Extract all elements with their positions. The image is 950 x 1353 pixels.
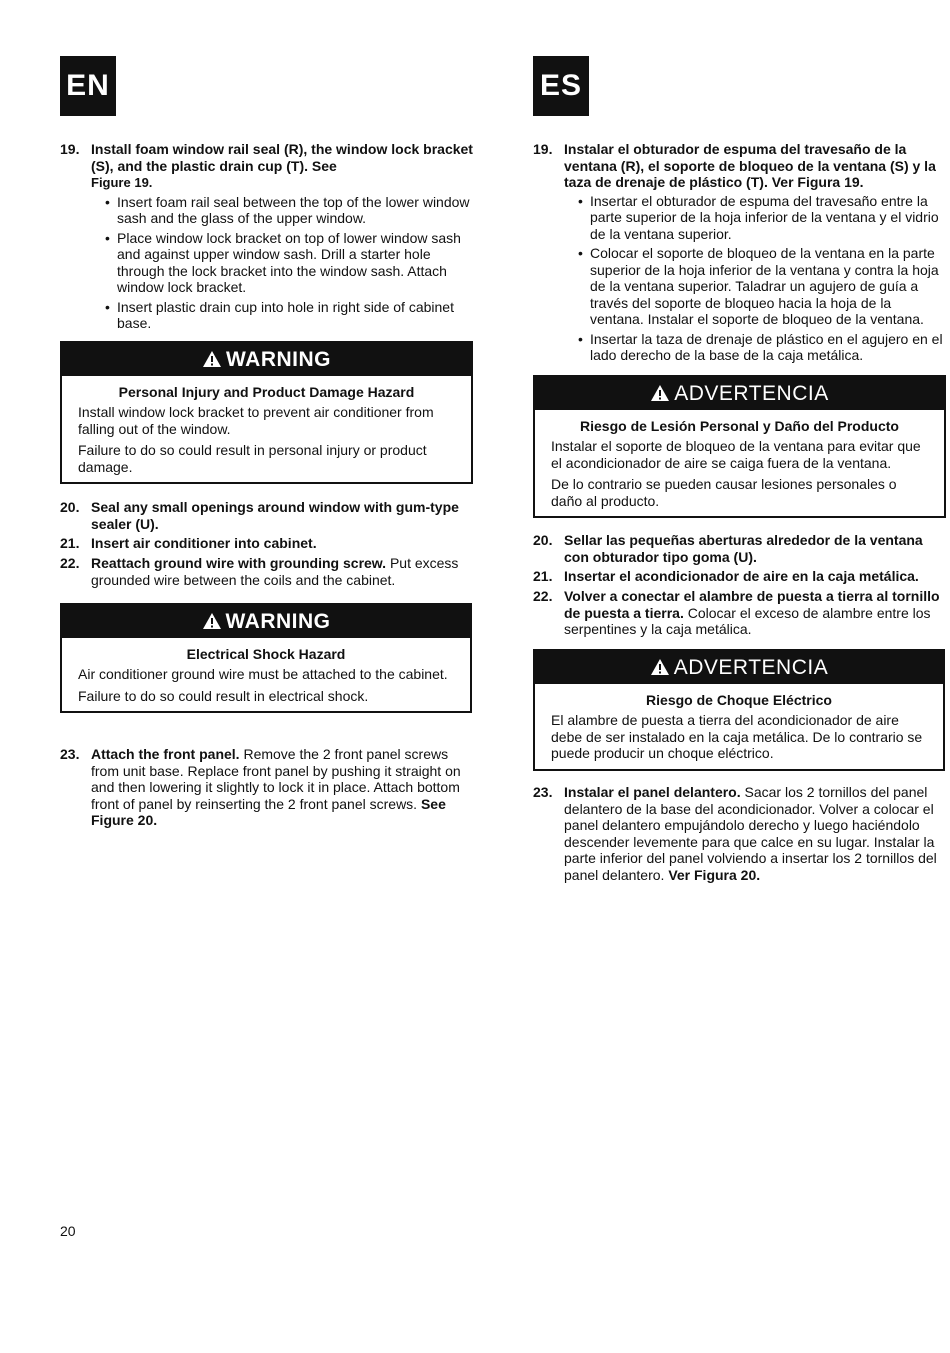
step-text: Remove the 2 front panel screws from unit base. Replace front panel by pushing it straight on and then lowering it slightly to lock it in place. Attach bottom front of panel by reinserting the 2 front panel screws. [91, 746, 461, 812]
warning-box-injury-es [533, 375, 946, 518]
step-number: 22. [60, 555, 80, 571]
step-title: Volver a conectar el alambre de puesta a tierra al tornillo de puesta a tierra. [564, 588, 940, 621]
step-title: Seal any small openings around window with gum-type sealer (U). [91, 499, 459, 532]
warning-triangle-icon [202, 607, 222, 640]
step-20-en [60, 499, 475, 532]
step-text: Sacar los 2 tornillos del panel delantero de la base del acondicionador. Volver a colocar el panel delantero empujándolo derecho y luego haciéndolo descender levemente para que calce en su lugar. Instalar la parte inferior del panel volviendo a insertar los 2 tornillos del panel delantero. [564, 784, 937, 883]
warning-text: Failure to do so could result in electrical shock. [78, 687, 369, 704]
step-title: Reattach ground wire with grounding screw. [91, 555, 387, 571]
page-number: 20 [60, 1223, 76, 1239]
warning-triangle-icon [650, 653, 670, 686]
warning-text: Install window lock bracket to prevent air conditioner from falling out of the window. [78, 404, 434, 437]
warning-text: Air conditioner ground wire must be attached to the cabinet. [78, 666, 448, 682]
bullet-item: • Insertar el obturador de espuma del travesaño entre la parte superior de la hoja inferior de la ventana y el vidrio de la ventana superior. [578, 193, 945, 243]
step-text: Colocar el exceso de alambre entre los serpentines y la caja metálica. [564, 604, 931, 637]
bullet-item: • Insert foam rail seal between the top of the lower window sash and the glass of the upper window. [105, 194, 475, 227]
warning-triangle-icon [650, 379, 670, 412]
bullet-item: • Insertar la taza de drenaje de plástico en el agujero en el lado derecho de la base de la caja metálica. [578, 331, 945, 364]
warning-title: Personal Injury and Product Damage Hazard [118, 384, 415, 400]
language-badge-en: EN [60, 56, 116, 116]
step-19-en [60, 141, 475, 335]
figure-ref: Figure 19. [91, 175, 153, 190]
step-number: 21. [533, 568, 553, 584]
warning-title: Riesgo de Choque Eléctrico [646, 692, 832, 708]
step-20-es [533, 532, 945, 565]
warning-box-shock-es [533, 649, 945, 771]
warning-title: Electrical Shock Hazard [186, 646, 346, 662]
warning-header [535, 651, 943, 684]
step-number: 21. [60, 535, 80, 551]
step-22-en [60, 555, 475, 588]
bullet-item: • Place window lock bracket on top of lower window sash and against upper window sash. Drill a starter hole through the lock bracket into the window sash. Attach window lock bracket. [105, 230, 475, 296]
warning-box-injury-en [60, 341, 473, 484]
step-number: 22. [533, 588, 553, 604]
step-number: 19. [533, 141, 553, 157]
step-number: 23. [60, 746, 80, 762]
step-title: Install foam window rail seal (R), the window lock bracket (S), and the plastic drain cup (T). See [91, 141, 473, 174]
step-title: Insert air conditioner into cabinet. [91, 535, 317, 551]
warning-label: WARNING [225, 610, 331, 633]
warning-text: Failure to do so could result in personal injury or product damage. [78, 442, 427, 475]
step-number: 23. [533, 784, 553, 800]
bullet-list [91, 194, 475, 332]
step-19-es [533, 141, 945, 367]
language-badge-es: ES [533, 56, 589, 116]
warning-triangle-icon [202, 345, 222, 378]
warning-box-shock-en [60, 603, 472, 713]
warning-title: Riesgo de Lesión Personal y Daño del Producto [580, 418, 899, 434]
step-text: Put excess grounded wire between the coils and the cabinet. [91, 555, 459, 588]
warning-label: ADVERTENCIA [674, 382, 829, 405]
warning-text: Instalar el soporte de bloqueo de la ventana para evitar que el acondicionador de aire se caiga fuera de la ventana. [551, 438, 921, 471]
step-number: 19. [60, 141, 80, 157]
step-title: Instalar el obturador de espuma del travesaño de la ventana (R), el soporte de bloqueo de la ventana (S) y la taza de drenaje de plástico (T). Ver Figura 19. [564, 141, 936, 190]
bullet-item: • Insert plastic drain cup into hole in right side of cabinet base. [105, 299, 475, 332]
step-title: Attach the front panel. [91, 746, 240, 762]
warning-label: ADVERTENCIA [673, 656, 829, 679]
figure-ref: Ver Figura 20. [668, 866, 761, 883]
warning-text: El alambre de puesta a tierra del acondicionador de aire debe de ser instalado en la caja metálica. De lo contrario se puede producir un choque eléctrico. [551, 712, 923, 761]
step-21-es [533, 568, 945, 585]
step-title: Sellar las pequeñas aberturas alrededor de la ventana con obturador tipo goma (U). [564, 532, 923, 565]
step-title: Insertar el acondicionador de aire en la caja metálica. [564, 568, 919, 584]
step-23-en [60, 746, 475, 829]
warning-header [62, 605, 470, 638]
bullet-list [564, 193, 945, 364]
warning-header [535, 377, 944, 410]
step-number: 20. [60, 499, 80, 515]
warning-label: WARNING [226, 348, 331, 371]
figure-ref: See Figure 20. [91, 795, 446, 828]
step-title: Instalar el panel delantero. [564, 784, 741, 800]
step-22-es [533, 588, 945, 638]
step-23-es [533, 784, 945, 883]
step-21-en [60, 535, 475, 552]
warning-text: De lo contrario se pueden causar lesiones personales o daño al producto. [551, 476, 897, 509]
step-number: 20. [533, 532, 553, 548]
bullet-item: • Colocar el soporte de bloqueo de la ventana en la parte superior de la hoja inferior de la ventana y contra la hoja de la ventana superior. Taladrar un agujero de guía a través del soporte de bloqueo hacia la hoja de la ventana. Instalar el soporte de bloqueo de la ventana. [578, 245, 945, 328]
warning-header [62, 343, 471, 376]
